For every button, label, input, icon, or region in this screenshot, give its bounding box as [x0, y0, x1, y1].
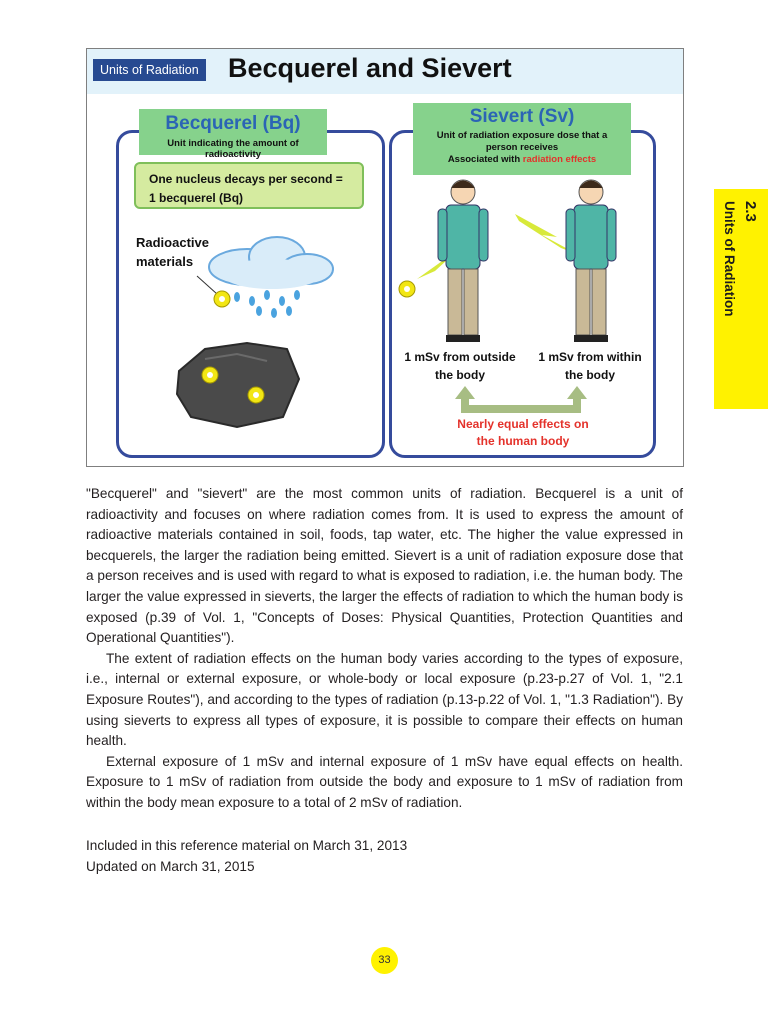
revision-notes: [86, 835, 407, 877]
section-number: 2.3: [742, 201, 759, 222]
caption-line: 1 mSv from outside: [404, 350, 516, 364]
rain-drops-icon: [234, 290, 300, 318]
becquerel-heading: Becquerel (Bq): [165, 113, 301, 134]
caption-line: the human body: [476, 434, 570, 448]
page-number: 33: [371, 947, 398, 974]
equal-effects-arrow-icon: [455, 386, 587, 413]
caption-line: the body: [565, 368, 615, 382]
outside-exposure-caption: [399, 348, 521, 384]
chapter-side-tab: [714, 189, 768, 409]
subheading-line: Unit of radiation exposure dose that a: [436, 130, 608, 141]
radioactive-materials-label: [136, 233, 209, 271]
figure-becquerel-sievert: [86, 48, 684, 467]
paragraph-1: "Becquerel" and "sievert" are the most common units of radiation. Becquerel is a unit of radioactivity and focuses on where radiation comes from. It is used to express the amount of radioactive materials contained in soil, foods, tap water, etc. The higher the value expressed in becquerels, the larger the radiation being emitted. Sievert is a unit of radiation exposure dose that a person receives and is used with regard to what is exposed to radiation, i.e. the human body. The larger the value expressed in sieverts, the larger the effects of radiation to which the human body is exposed (p.39 of Vol. 1, "Concepts of Doses: Physical Quantities, Protection Quantities and Operational Quantities").: [86, 486, 683, 646]
included-note: Included in this reference material on March 31, 2013: [86, 838, 408, 853]
assoc-highlight: radiation effects: [522, 154, 597, 165]
body-text: [86, 484, 683, 814]
section-tag: Units of Radiation: [93, 59, 206, 81]
paragraph-2: The extent of radiation effects on the human body varies according to the types of exposure, i.e., internal or external exposure, or whole-body or local exposure (p.23-p.27 of Vol. 1, "2.1 Exposure Routes"), and according to the types of radiation (p.13-p.22 of Vol. 1, "1.3 Radiation"). By using sieverts to express all types of exposure, it is possible to compare their effects on human health.: [86, 650, 683, 749]
section-label: Units of Radiation: [722, 201, 737, 317]
paragraph-3: External exposure of 1 mSv and internal exposure of 1 mSv have equal effects on health. Exposure to 1 mSv of radiation from outside the body and exposure to 1 mSv of radiation from within the body mean exposure to a total of 2 mSv of radiation.: [86, 753, 683, 810]
becquerel-subheading: Unit indicating the amount of radioactivity: [167, 138, 299, 160]
sievert-heading-box: [413, 103, 631, 175]
sievert-subheading: [413, 130, 631, 166]
definition-line: 1 becquerel (Bq): [149, 191, 244, 205]
subheading-line: [423, 154, 621, 166]
sievert-heading: Sievert (Sv): [469, 106, 575, 127]
updated-note: Updated on March 31, 2015: [86, 859, 255, 874]
caption-line: the body: [435, 368, 485, 382]
assoc-prefix: Associated with: [447, 154, 523, 165]
becquerel-definition-box: [134, 162, 364, 209]
subheading-line: person receives: [485, 142, 559, 153]
equal-effects-caption: [437, 416, 609, 450]
label-line: materials: [136, 254, 194, 269]
becquerel-heading-box: [139, 109, 327, 160]
person-icon: [438, 180, 488, 342]
cloud-icon: [209, 237, 333, 289]
rock-icon: [177, 343, 299, 427]
figure-title: Becquerel and Sievert: [228, 53, 512, 83]
caption-line: Nearly equal effects on: [457, 417, 589, 431]
definition-line: One nucleus decays per second =: [149, 172, 343, 186]
internal-exposure-caption: [529, 348, 651, 384]
label-line: Radioactive: [136, 235, 209, 250]
caption-line: 1 mSv from within: [538, 350, 642, 364]
person-icon: [566, 180, 616, 342]
